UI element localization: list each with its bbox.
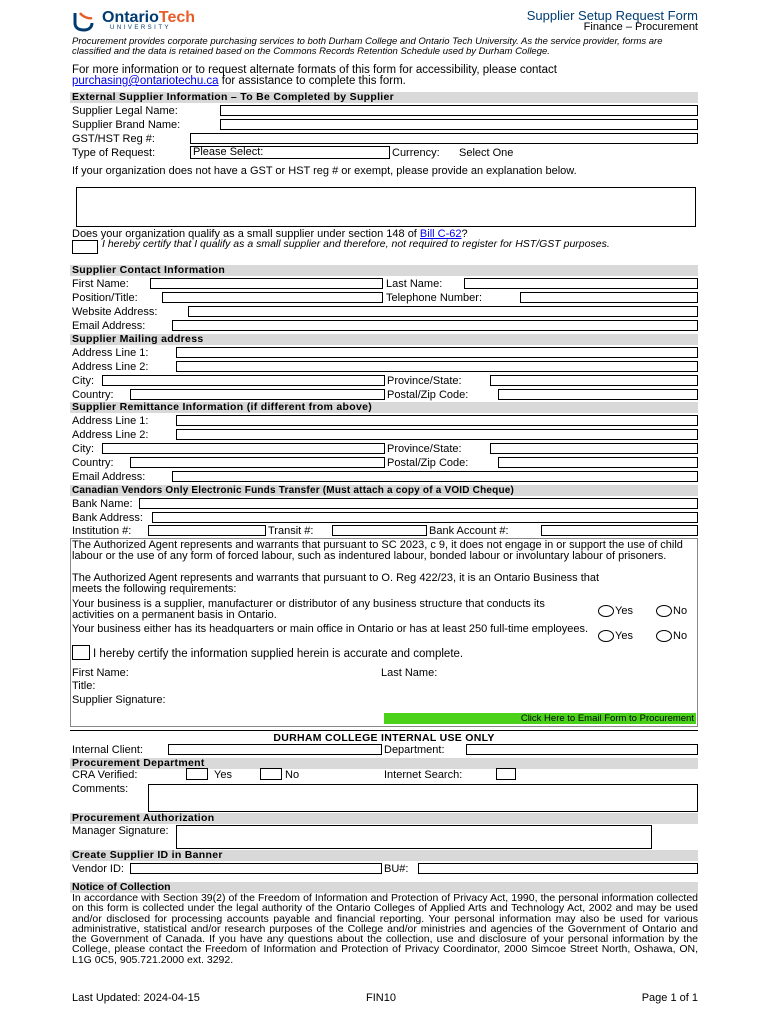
remit-email-input[interactable]: [172, 471, 698, 482]
email-input[interactable]: [172, 320, 698, 331]
signer-title-label: Title:: [72, 680, 96, 692]
q2-no-label: No: [673, 630, 688, 642]
contact-section-heading: Supplier Contact Information: [70, 265, 698, 276]
remit-address1-label: Address Line 1:: [72, 415, 149, 427]
cra-yes-checkbox[interactable]: [186, 768, 208, 780]
gst-label: GST/HST Reg #:: [72, 133, 155, 145]
bank-name-label: Bank Name:: [72, 498, 133, 510]
email-label: Email Address:: [72, 320, 146, 332]
mailing-country-input[interactable]: [130, 389, 385, 400]
internal-use-heading: DURHAM COLLEGE INTERNAL USE ONLY: [70, 730, 698, 744]
position-input[interactable]: [162, 292, 383, 303]
remit-city-label: City:: [72, 443, 94, 455]
form-code: FIN10: [366, 992, 396, 1004]
q2-no-radio[interactable]: [656, 630, 672, 642]
type-label: Type of Request:: [72, 147, 156, 159]
logo-text-accent: Tech: [158, 9, 196, 26]
phone-label: Telephone Number:: [386, 292, 483, 304]
transit-input[interactable]: [332, 525, 427, 536]
website-label: Website Address:: [72, 306, 158, 318]
remit-address1-input[interactable]: [176, 415, 698, 426]
eft-section-heading: Canadian Vendors Only Electronic Funds Transfer (Must attach a copy of a VOID Cheque): [70, 485, 698, 496]
procurement-dept-heading: Procurement Department: [70, 758, 698, 769]
signer-first-name-label: First Name:: [72, 667, 129, 679]
small-supplier-checkbox[interactable]: [72, 240, 98, 254]
mailing-section-heading: Supplier Mailing address: [70, 334, 698, 345]
remit-address2-label: Address Line 2:: [72, 429, 149, 441]
procurement-auth-heading: Procurement Authorization: [70, 813, 698, 824]
exempt-explanation-textarea[interactable]: [76, 187, 696, 227]
remit-province-label: Province/State:: [387, 443, 462, 455]
supplier-signature-label: Supplier Signature:: [72, 694, 166, 706]
institution-input[interactable]: [148, 525, 266, 536]
department-label: Department:: [384, 744, 445, 756]
mailing-country-label: Country:: [72, 389, 114, 401]
type-of-request-select[interactable]: Please Select:: [190, 146, 390, 159]
vendor-id-input[interactable]: [130, 863, 382, 874]
question-text: Does your organization qualify as a small supplier under section 148 of: [72, 228, 420, 240]
procurement-notice: Procurement provides corporate purchasing services to both Durham College and Ontario Tech University. As the service provider, forms are classified and the data is retained based on the Commons Records Retention Schedule used by Durham College.: [72, 36, 663, 57]
external-section-heading: External Supplier Information – To Be Completed by Supplier: [70, 92, 698, 103]
gst-input[interactable]: [190, 133, 698, 144]
q1-yes-label: Yes: [615, 605, 633, 617]
brand-name-input[interactable]: [220, 119, 698, 130]
mailing-postal-input[interactable]: [498, 389, 698, 400]
comments-textarea[interactable]: [148, 784, 698, 812]
account-input[interactable]: [541, 525, 698, 536]
info-text: For more information or to request alternate formats of this form for accessibility, please contact: [72, 64, 557, 76]
account-label: Bank Account #:: [429, 525, 509, 537]
logo-subtext: UNIVERSITY: [110, 25, 172, 31]
bank-name-input[interactable]: [139, 498, 698, 509]
bu-label: BU#:: [384, 863, 409, 875]
mailing-address2-label: Address Line 2:: [72, 361, 149, 373]
labour-attestation: The Authorized Agent represents and warrants that pursuant to SC 2023, c 9, it does not engage in or support the use of child labour or the use of any form of forced labour, such as indentured labour, bonded labour or involuntary labour of prisoners.: [72, 539, 683, 562]
q1-yes-radio[interactable]: [598, 605, 614, 617]
question-2-text: Your business either has its headquarters or main office in Ontario or has at least 250 full-time employees.: [72, 623, 589, 635]
mailing-province-input[interactable]: [490, 375, 698, 386]
currency-label: Currency:: [392, 147, 440, 159]
email-form-button[interactable]: Click Here to Email Form to Procurement: [384, 713, 696, 724]
exempt-explain-text: If your organization does not have a GST or HST reg # or exempt, please provide an explanation below.: [72, 165, 577, 177]
internet-search-checkbox[interactable]: [496, 768, 516, 780]
last-updated: Last Updated: 2024-04-15: [72, 992, 200, 1004]
last-name-input[interactable]: [464, 278, 698, 289]
mailing-postal-label: Postal/Zip Code:: [387, 389, 469, 401]
mailing-address1-input[interactable]: [176, 347, 698, 358]
brand-name-label: Supplier Brand Name:: [72, 119, 181, 131]
notice-heading: Notice of Collection: [70, 882, 698, 893]
position-label: Position/Title:: [72, 292, 138, 304]
internal-client-label: Internal Client:: [72, 744, 143, 756]
department-input[interactable]: [466, 744, 698, 755]
cra-no-checkbox[interactable]: [260, 768, 282, 780]
notice-text: In accordance with Section 39(2) of the Freedom of Information and Protection of Privacy Act, 1990, the personal information collected on this form is collected under the legal authority of the Ontario Colleges of Applied Arts and Technology Act, 2002 and may be used and/or disclosed for processing accounts payable and financial reporting. Your personal information may also be used for various administrative, statistical and/or research purposes of the College and/or ministries and agencies of the Government of Ontario and the Government of Canada. If you have any questions about the collection, use and disclosure of your personal information by the College, please contact the Freedom of Information and Protection of Privacy Coordinator, 2000 Simcoe Street North, Oshawa, ON, L1G 0C5, 905.721.2000 ext. 3292.: [72, 892, 698, 966]
info-text-end: for assistance to complete this form.: [218, 75, 406, 87]
comments-label: Comments:: [72, 783, 129, 795]
logo-text: Ontario: [102, 9, 159, 26]
purchasing-email-link[interactable]: purchasing@ontariotechu.ca: [72, 75, 219, 87]
cra-yes-label: Yes: [214, 769, 232, 781]
logo-shield-icon: [72, 10, 102, 32]
question-1-text: Your business is a supplier, manufacturer or distributor of any business structure that conducts its activities on a permanent basis in Ontario.: [72, 598, 545, 621]
remit-postal-label: Postal/Zip Code:: [387, 457, 469, 469]
manager-signature-label: Manager Signature:: [72, 825, 169, 837]
website-input[interactable]: [188, 306, 698, 317]
bank-address-input[interactable]: [152, 512, 698, 523]
q1-no-label: No: [673, 605, 688, 617]
banner-heading: Create Supplier ID in Banner: [70, 850, 698, 861]
remit-address2-input[interactable]: [176, 429, 698, 440]
mailing-city-input[interactable]: [102, 375, 385, 386]
q1-no-radio[interactable]: [656, 605, 672, 617]
internet-search-label: Internet Search:: [384, 769, 463, 781]
remit-province-input[interactable]: [490, 443, 698, 454]
remit-country-label: Country:: [72, 457, 114, 469]
vendor-id-label: Vendor ID:: [72, 863, 124, 875]
internal-client-input[interactable]: [168, 744, 382, 755]
mailing-address2-input[interactable]: [176, 361, 698, 372]
transit-label: Transit #:: [268, 525, 314, 537]
legal-name-label: Supplier Legal Name:: [72, 105, 178, 117]
signer-last-name-label: Last Name:: [381, 667, 438, 679]
accessibility-info: [72, 65, 697, 87]
manager-signature-field[interactable]: [176, 825, 652, 849]
remit-country-input[interactable]: [130, 457, 385, 468]
phone-input[interactable]: [520, 292, 698, 303]
first-name-label: First Name:: [72, 278, 129, 290]
legal-name-input[interactable]: [220, 105, 698, 116]
institution-label: Institution #:: [72, 525, 132, 537]
remit-email-label: Email Address:: [72, 471, 146, 483]
currency-select[interactable]: Select One: [459, 147, 514, 159]
question-end: ?: [461, 228, 468, 240]
first-name-input[interactable]: [150, 278, 383, 289]
bank-address-label: Bank Address:: [72, 512, 143, 524]
cra-no-label: No: [285, 769, 300, 781]
certify-text: I hereby certify the information supplied herein is accurate and complete.: [93, 648, 464, 660]
certify-checkbox[interactable]: [72, 645, 90, 660]
remit-postal-input[interactable]: [498, 457, 698, 468]
mailing-province-label: Province/State:: [387, 375, 462, 387]
mailing-city-label: City:: [72, 375, 94, 387]
q2-yes-radio[interactable]: [598, 630, 614, 642]
form-title: Supplier Setup Request Form: [526, 8, 698, 23]
last-name-label: Last Name:: [386, 278, 443, 290]
remittance-section-heading: Supplier Remittance Information (if different from above): [70, 402, 698, 413]
bill-c62-link[interactable]: Bill C-62: [419, 228, 462, 240]
form-subtitle: Finance – Procurement: [583, 21, 698, 33]
mailing-address1-label: Address Line 1:: [72, 347, 149, 359]
q2-yes-label: Yes: [615, 630, 633, 642]
cra-verified-label: CRA Verified:: [72, 769, 138, 781]
remit-city-input[interactable]: [102, 443, 385, 454]
ontario-business-attestation: The Authorized Agent represents and warrants that pursuant to O. Reg 422/23, it is an Ontario Business that meets the following requirements:: [72, 572, 600, 595]
small-supplier-cert-text: I hereby certify that I qualify as a small supplier and therefore, not required to register for HST/GST purposes.: [102, 238, 610, 250]
bu-input[interactable]: [418, 863, 698, 874]
page-number: Page 1 of 1: [641, 992, 698, 1004]
